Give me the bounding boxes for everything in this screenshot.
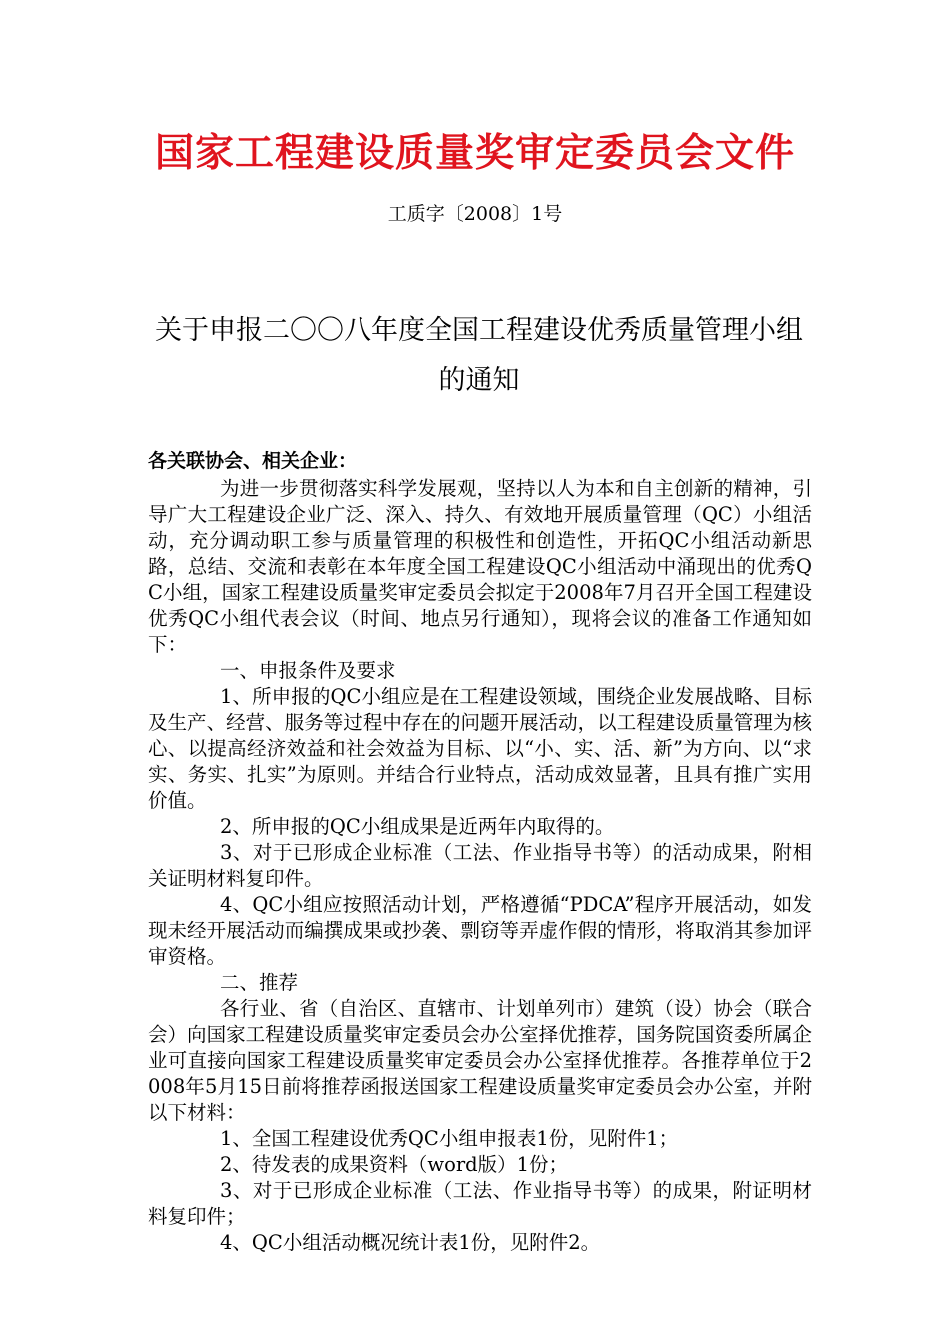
paragraph-requirement-3: 3、对于已形成企业标准（工法、作业指导书等）的活动成果，附相关证明材料复印件。: [148, 841, 812, 890]
paragraph-intro: 为进一步贯彻落实科学发展观，坚持以人为本和自主创新的精神，引导广大工程建设企业广泛、深入、持久、有效地开展质量管理（QC）小组活动，充分调动职工参与质量管理的积极性和创造性，开拓QC小组活动新思路，总结、交流和表彰在本年度全国工程建设QC小组活动中涌现出的优秀QC小组，国家工程建设质量奖审定委员会拟定于2008年7月召开全国工程建设优秀QC小组代表会议（时间、地点另行通知），现将会议的准备工作通知如下：: [148, 477, 812, 656]
paragraph-recommendation: 各行业、省（自治区、直辖市、计划单列市）建筑（设）协会（联合会）向国家工程建设质量奖审定委员会办公室择优推荐，国务院国资委所属企业可直接向国家工程建设质量奖审定委员会办公室择优推荐。各推荐单位于2008年5月15日前将推荐函报送国家工程建设质量奖审定委员会办公室，并附以下材料：: [148, 997, 812, 1124]
document-title: 关于申报二〇〇八年度全国工程建设优秀质量管理小组的通知: [155, 315, 803, 396]
salutation: 各关联协会、相关企业：: [148, 450, 358, 472]
paragraph-requirement-1: 1、所申报的QC小组应是在工程建设领域，围绕企业发展战略、目标及生产、经营、服务等过程中存在的问题开展活动，以工程建设质量管理为核心、以提高经济效益和社会效益为目标、以“小、实、活、新”为方向、以“求实、务实、扎实”为原则。并结合行业特点，活动成效显著，且具有推广实用价值。: [148, 685, 812, 812]
document-number: 工质字〔2008〕1号: [387, 203, 563, 225]
paragraph-material-1: 1、全国工程建设优秀QC小组申报表1份，见附件1；: [220, 1127, 679, 1150]
paragraph-requirement-2: 2、所申报的QC小组成果是近两年内取得的。: [220, 815, 615, 838]
paragraph-requirement-4: 4、QC小组应按照活动计划，严格遵循“PDCA”程序开展活动，如发现未经开展活动而编撰成果或抄袭、剽窃等弄虚作假的情形，将取消其参加评审资格。: [148, 893, 812, 968]
section-heading-requirements: 一、申报条件及要求: [220, 659, 396, 682]
document-body: [148, 448, 812, 1256]
paragraph-material-3: 3、对于已形成企业标准（工法、作业指导书等）的成果，附证明材料复印件；: [148, 1179, 812, 1228]
paragraph-material-2: 2、待发表的成果资料（word版）1份；: [220, 1153, 569, 1176]
document-header-title: 国家工程建设质量奖审定委员会文件: [154, 131, 795, 176]
section-heading-recommendation: 二、推荐: [220, 971, 299, 994]
paragraph-material-4: 4、QC小组活动概况统计表1份，见附件2。: [220, 1231, 601, 1254]
